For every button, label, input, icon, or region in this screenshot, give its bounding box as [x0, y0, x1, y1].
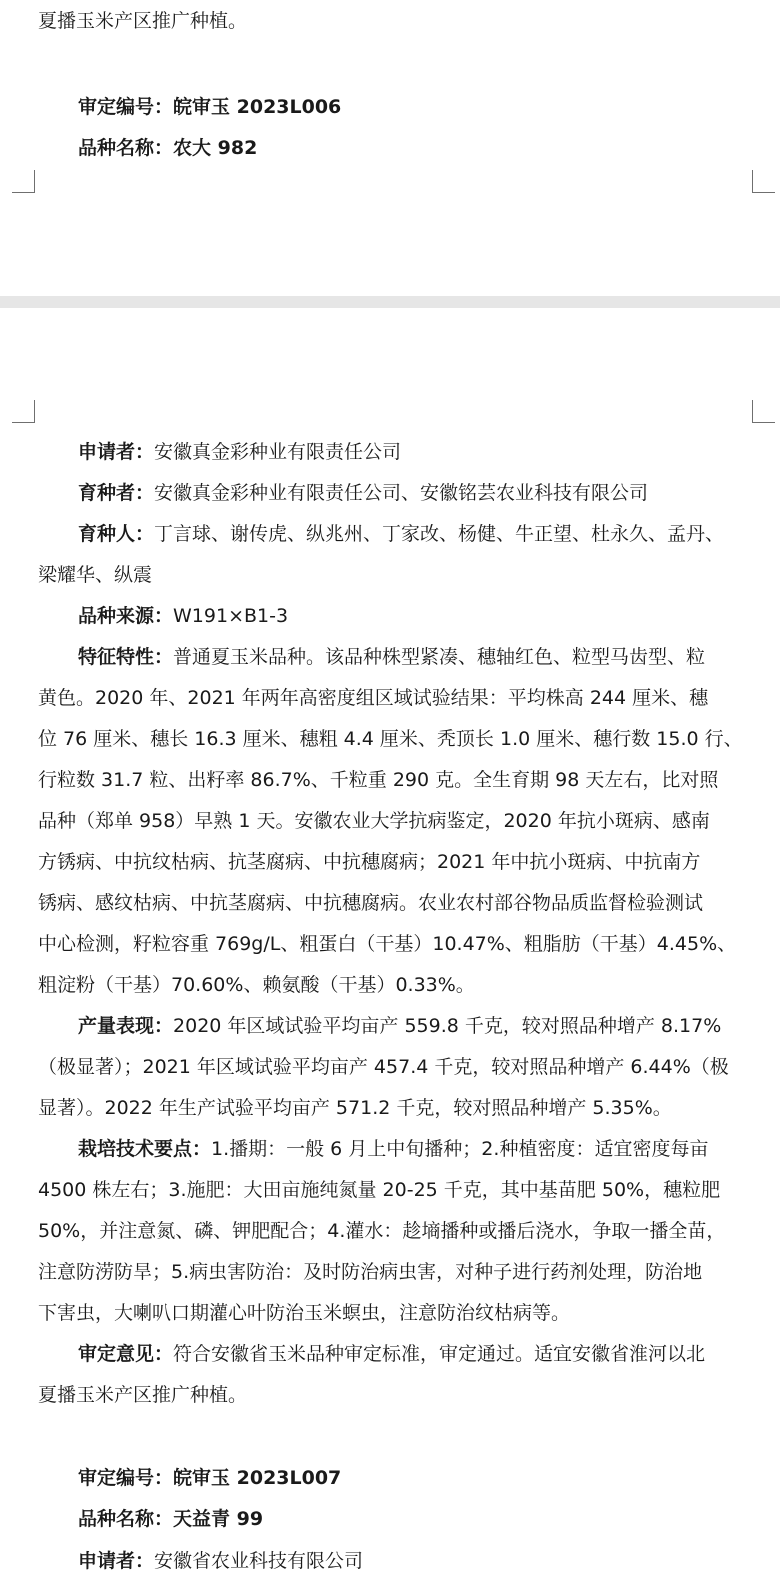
opinion-label: 审定意见：	[78, 1343, 174, 1365]
breeder-org-value: 安徽真金彩种业有限责任公司、安徽铭芸农业科技有限公司	[154, 482, 649, 504]
next-approval-code-value: 皖审玉 2023L007	[173, 1467, 342, 1489]
opinion-line: 符合安徽省玉米品种审定标准，审定通过。适宜安徽省淮河以北	[173, 1343, 706, 1365]
traits-label: 特征特性：	[78, 646, 174, 668]
traits-line: 方锈病、中抗纹枯病、抗茎腐病、中抗穗腐病；2021 年中抗小斑病、中抗南方	[38, 851, 701, 873]
breeders-continuation: 梁耀华、纵震	[38, 564, 153, 586]
next-approval-code-label: 审定编号：	[78, 1467, 174, 1489]
page-corner-mark-left	[12, 170, 35, 193]
next-variety-name-label: 品种名称：	[78, 1508, 174, 1530]
next-applicant-label: 申请者：	[78, 1550, 155, 1572]
approval-code-value: 皖审玉 2023L006	[173, 96, 342, 118]
variety-name-value: 农大 982	[173, 137, 258, 159]
breeders-label: 育种人：	[78, 523, 155, 545]
applicant-label: 申请者：	[78, 441, 155, 463]
traits-row	[78, 642, 762, 672]
traits-line: 行粒数 31.7 粒、出籽率 86.7%、千粒重 290 克。全生育期 98 天左右，比对照	[38, 769, 719, 791]
page-corner-mark-left	[12, 400, 35, 423]
opinion-line: 夏播玉米产区推广种植。	[38, 1384, 248, 1406]
breeders-value: 丁言球、谢传虎、纵兆州、丁家改、杨健、牛正望、杜永久、孟丹、	[154, 523, 725, 545]
cultivation-line: 4500 株左右；3.施肥：大田亩施纯氮量 20-25 千克，其中基苗肥 50%，穗粒肥	[38, 1179, 721, 1201]
approval-code-row	[78, 92, 762, 122]
source-row	[78, 601, 762, 631]
cultivation-line: 下害虫，大喇叭口期灌心叶防治玉米螟虫，注意防治纹枯病等。	[38, 1302, 571, 1324]
next-variety-name-value: 天益青 99	[173, 1508, 264, 1530]
applicant-value: 安徽真金彩种业有限责任公司	[154, 441, 402, 463]
opinion-row	[78, 1339, 762, 1369]
traits-line: 黄色。2020 年、2021 年两年高密度组区域试验结果：平均株高 244 厘米、穗	[38, 687, 709, 709]
source-label: 品种来源：	[78, 605, 174, 627]
cultivation-label: 栽培技术要点：	[78, 1138, 212, 1160]
traits-line: 锈病、感纹枯病、中抗茎腐病、中抗穗腐病。农业农村部谷物品质监督检验测试	[38, 892, 704, 914]
cultivation-row	[78, 1134, 762, 1164]
cultivation-line: 1.播期：一般 6 月上中旬播种；2.种植密度：适宜密度每亩	[211, 1138, 709, 1160]
applicant-row	[78, 437, 762, 467]
previous-text-tail: 夏播玉米产区推广种植。	[38, 10, 248, 32]
yield-line: 显著）。2022 年生产试验平均亩产 571.2 千克，较对照品种增产 5.35%。	[38, 1097, 672, 1119]
page-corner-mark-right	[752, 400, 775, 423]
next-applicant-row-partial	[78, 1546, 762, 1576]
page-corner-mark-right	[752, 170, 775, 193]
approval-code-label: 审定编号：	[78, 96, 174, 118]
next-variety-name-row	[78, 1504, 762, 1534]
document-page-current	[0, 308, 780, 1590]
yield-label: 产量表现：	[78, 1015, 174, 1037]
cultivation-line: 50%，并注意氮、磷、钾肥配合；4.灌水：趁墒播种或播后浇水，争取一播全苗，	[38, 1220, 726, 1242]
yield-row	[78, 1011, 762, 1041]
traits-line: 品种（郑单 958）早熟 1 天。安徽农业大学抗病鉴定，2020 年抗小斑病、感南	[38, 810, 710, 832]
traits-line: 中心检测，籽粒容重 769g/L、粗蛋白（干基）10.47%、粗脂肪（干基）4.45%、	[38, 933, 737, 955]
yield-line: （极显著）；2021 年区域试验平均亩产 457.4 千克，较对照品种增产 6.44%（极	[38, 1056, 729, 1078]
variety-name-label: 品种名称：	[78, 137, 174, 159]
cultivation-line: 注意防涝防旱；5.病虫害防治：及时防治病虫害，对种子进行药剂处理，防治地	[38, 1261, 703, 1283]
next-approval-code-row	[78, 1463, 762, 1493]
traits-line: 粗淀粉（干基）70.60%、赖氨酸（干基）0.33%。	[38, 974, 475, 996]
yield-line: 2020 年区域试验平均亩产 559.8 千克，较对照品种增产 8.17%	[173, 1015, 722, 1037]
next-applicant-value: 安徽省农业科技有限公司	[154, 1550, 364, 1572]
document-page-previous	[0, 0, 780, 296]
breeders-row	[78, 519, 762, 549]
page-separator	[0, 296, 780, 308]
traits-line: 位 76 厘米、穗长 16.3 厘米、穗粗 4.4 厘米、秃顶长 1.0 厘米、穗行数 15.0 行、	[38, 728, 743, 750]
traits-line: 普通夏玉米品种。该品种株型紧凑、穗轴红色、粒型马齿型、粒	[173, 646, 706, 668]
breeder-org-label: 育种者：	[78, 482, 155, 504]
source-value: W191×B1-3	[173, 605, 289, 627]
breeder-org-row	[78, 478, 762, 508]
variety-name-row	[78, 133, 762, 163]
